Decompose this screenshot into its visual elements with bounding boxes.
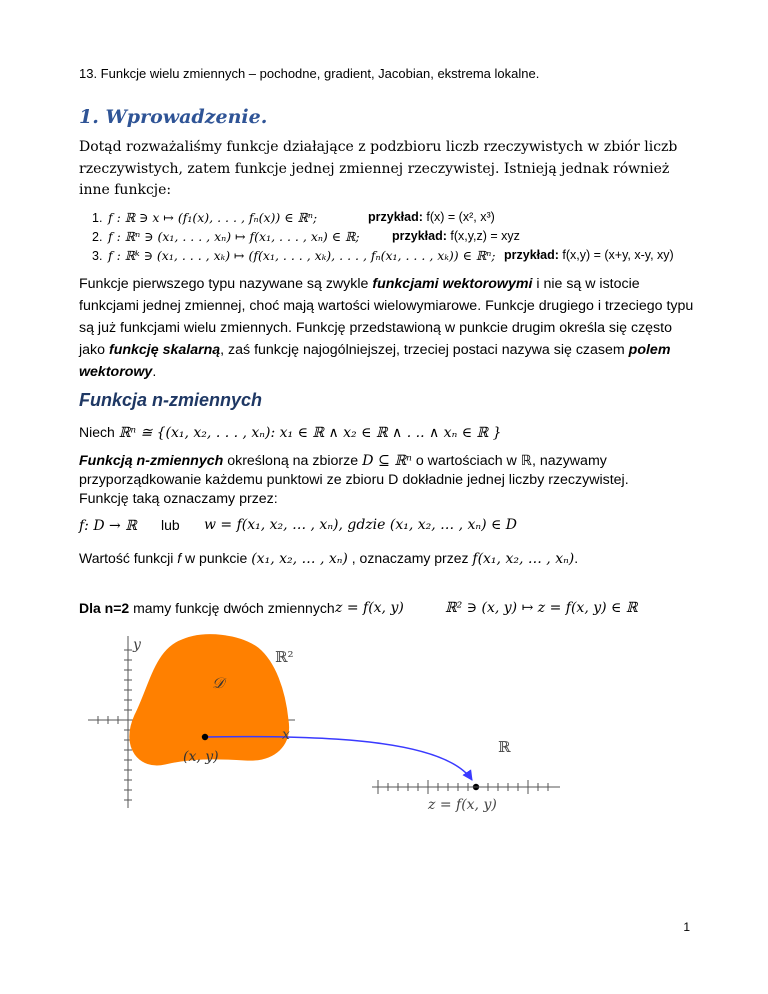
document-header: 13. Funkcje wielu zmiennych – pochodne, gradient, Jacobian, ekstrema lokalne.: [79, 66, 540, 81]
page-number: 1: [683, 920, 690, 934]
list-item: 2. f : ℝⁿ ∋ (x₁, . . . , xₙ) ↦ f(x₁, . . . , xₙ) ∈ ℝ; przykład: f(x,y,z) = xyz: [92, 229, 520, 244]
intro-paragraph: Dotąd rozważaliśmy funkcje działające z podzbioru liczb rzeczywistych w zbiór liczb rzeczywistych, zatem funkcje jednej zmiennej rzeczywistej. Istnieją jednak również inne funkcje:: [79, 139, 678, 198]
value-line: Wartość funkcji f w punkcie (x₁, x₂, … , xₙ) , oznaczamy przez f(x₁, x₂, … , xₙ).: [79, 550, 579, 567]
label-y: y: [133, 637, 141, 653]
types-paragraph: Funkcje pierwszego typu nazywane są zwykle funkcjami wektorowymi i nie są w istocie funkcjami jednej zmiennej, choć mają wartości wielowymiarowe. Funkcje drugiego i trzeciego typu są już funkcjami wielu zmiennych. Funkcję przedstawioną w punkcie drugim określa się często jako funkcję skalarną, zaś funkcję najogólniejszej, trzeciej postaci nazywa się czasem polem wektorowy.: [79, 276, 694, 380]
section-title: 1. Wprowadzenie.: [79, 106, 268, 128]
label-domain: 𝒟: [212, 674, 224, 692]
subsection-title: Funkcja n-zmiennych: [79, 390, 263, 410]
label-x: x: [282, 727, 290, 743]
point-xy: [202, 734, 208, 740]
label-z: z = f(x, y): [428, 797, 497, 813]
list-item: 1. f : ℝ ∋ x ↦ (f₁(x), . . . , fₙ(x)) ∈ ℝⁿ; przykład: f(x) = (x², x³): [92, 210, 495, 225]
term-scalar-function: funkcję skalarną: [108, 342, 221, 358]
label-point: (x, y): [183, 749, 219, 765]
label-r: ℝ: [498, 738, 511, 756]
list-item: 3. f : ℝᵏ ∋ (x₁, . . . , xₖ) ↦ (f(x₁, . . . , xₖ), . . . , fₙ(x₁, . . . , xₖ)) ∈ ℝⁿ; przykład: f(x,y) = (x+y, x-y, xy): [92, 248, 674, 263]
term-vector-functions: funkcjami wektorowymi: [372, 276, 533, 292]
notation-line: f: D → ℝ lub w = f(x₁, x₂, … , xₙ), gdzie (x₁, x₂, … , xₙ) ∈ D: [79, 517, 518, 534]
domain-region: [130, 635, 289, 765]
term-n-variable-function: Funkcją n-zmiennych: [79, 453, 224, 469]
label-r2: ℝ²: [275, 648, 294, 666]
n2-line: Dla n=2 mamy funkcję dwóch zmiennych z = f(x, y) ℝ² ∋ (x, y) ↦ z = f(x, y) ∈ ℝ: [79, 600, 638, 616]
definition-paragraph: Funkcją n-zmiennych określoną na zbiorze D ⊆ ℝⁿ o wartościach w ℝ, nazywamy przyporządkowanie każdemu punktowi ze zbioru D dokładnie jednej liczby rzeczywistej. Funkcję taką oznaczamy przez:: [79, 453, 629, 507]
niech-line: Niech ℝⁿ ≅ {(x₁, x₂, . . . , xₙ): x₁ ∈ ℝ ∧ x₂ ∈ ℝ ∧ . .. ∧ xₙ ∈ ℝ }: [79, 424, 502, 441]
term-vector-field: polem wektorowy: [79, 342, 671, 380]
